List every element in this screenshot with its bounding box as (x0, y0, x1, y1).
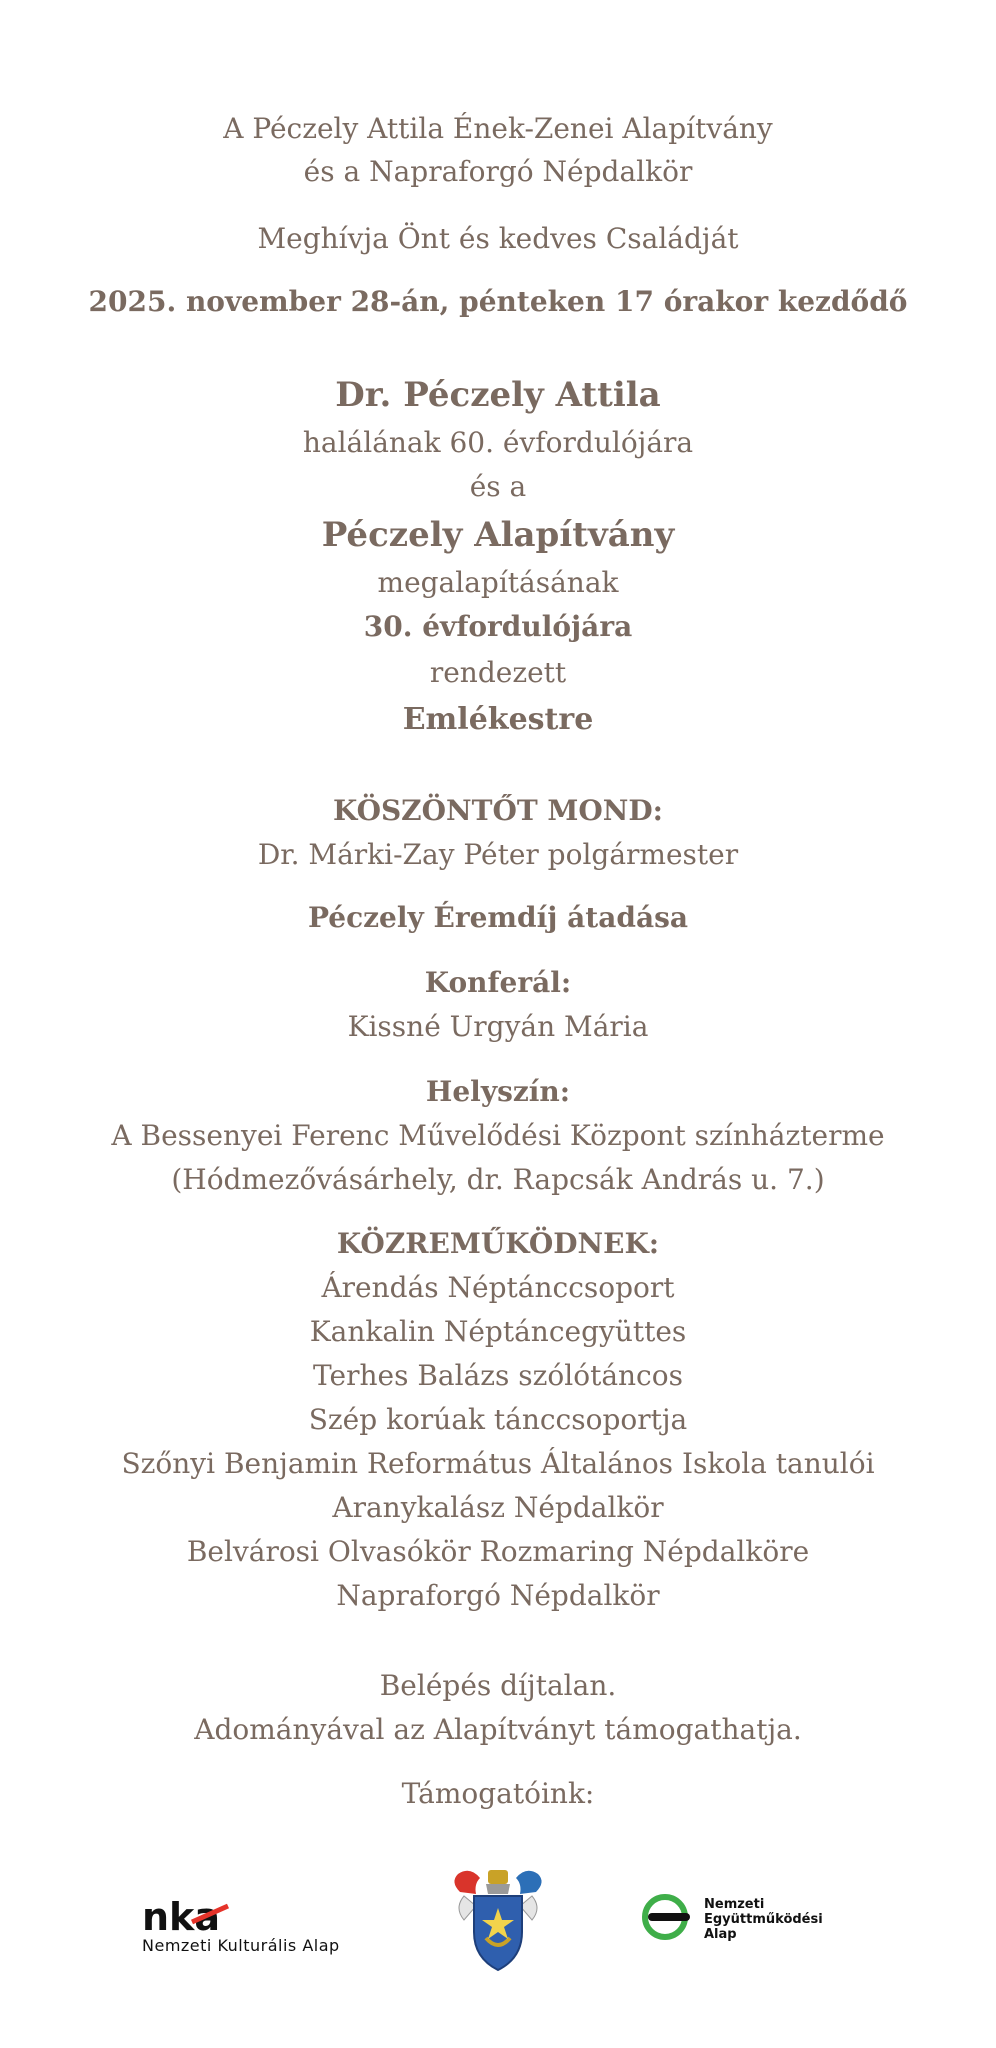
founding-text: megalapításának (377, 566, 619, 599)
entry-text: Belépés díjtalan. (379, 1669, 617, 1702)
award-text: Péczely Éremdíj átadása (307, 901, 688, 934)
performer-item: Napraforgó Népdalkör (336, 1579, 660, 1612)
honoree-anniversary: halálának 60. évfordulójára (302, 426, 694, 459)
performer-item: Kankalin Néptáncegyüttes (309, 1315, 687, 1348)
performer-item: Aranykalász Népdalkör (332, 1491, 664, 1524)
donation-text: Adományával az Alapítványt támogathatja. (194, 1713, 802, 1746)
performers-heading: KÖZREMŰKÖDNEK: (336, 1227, 660, 1260)
host-heading: Konferál: (424, 966, 572, 999)
neta-line-2: Együttműködési (704, 1911, 823, 1927)
event-date: 2025. november 28-án, pénteken 17 órakor kezdődő (88, 285, 908, 318)
performer-item: Szép korúak tánccsoportja (308, 1403, 688, 1436)
neta-logo (640, 1890, 840, 1950)
performer-item: Terhes Balázs szólótáncos (313, 1359, 683, 1392)
conjunction-text: és a (469, 470, 527, 503)
nka-logo-mark (142, 1896, 242, 1936)
nka-letters: nka (142, 1896, 220, 1936)
coat-of-arms-icon (450, 1862, 546, 1974)
nka-logo (142, 1896, 402, 1956)
organizers-line-1: A Péczely Attila Ének-Zenei Alapítvány (223, 112, 773, 145)
invitation-text: Meghívja Önt és kedves Családját (257, 222, 739, 255)
sponsors-heading: Támogatóink: (401, 1777, 595, 1810)
performer-item: Belvárosi Olvasókör Rozmaring Népdalköre (186, 1535, 810, 1568)
neta-line-3: Alap (704, 1926, 737, 1942)
host-name: Kissné Urgyán Mária (347, 1010, 649, 1043)
performer-item: Szőnyi Benjamin Református Általános Iskola tanulói (121, 1447, 875, 1480)
foundation-anniversary: 30. évfordulójára (363, 610, 633, 643)
neta-name (704, 1898, 823, 1943)
venue-heading: Helyszín: (425, 1075, 571, 1108)
greeting-speaker: Dr. Márki-Zay Péter polgármester (257, 838, 739, 871)
event-name: Emlékestre (402, 702, 594, 737)
coat-of-arms-graphic (450, 1862, 546, 1974)
foundation-name: Péczely Alapítvány (321, 515, 675, 555)
organizers-line-2: és a Napraforgó Népdalkör (303, 155, 693, 188)
neta-logo-mark (640, 1892, 690, 1942)
greeting-heading: KÖSZÖNTŐT MOND: (332, 794, 664, 827)
venue-address: (Hódmezővásárhely, dr. Rapcsák András u. 7.) (171, 1163, 825, 1196)
honoree-name: Dr. Péczely Attila (335, 375, 661, 415)
performer-item: Árendás Néptánccsoport (321, 1271, 675, 1304)
organized-text: rendezett (429, 656, 567, 689)
nka-name: Nemzeti Kulturális Alap (142, 1936, 340, 1955)
venue-name: A Bessenyei Ferenc Művelődési Központ színházterme (111, 1119, 885, 1152)
neta-line-1: Nemzeti (704, 1897, 765, 1912)
